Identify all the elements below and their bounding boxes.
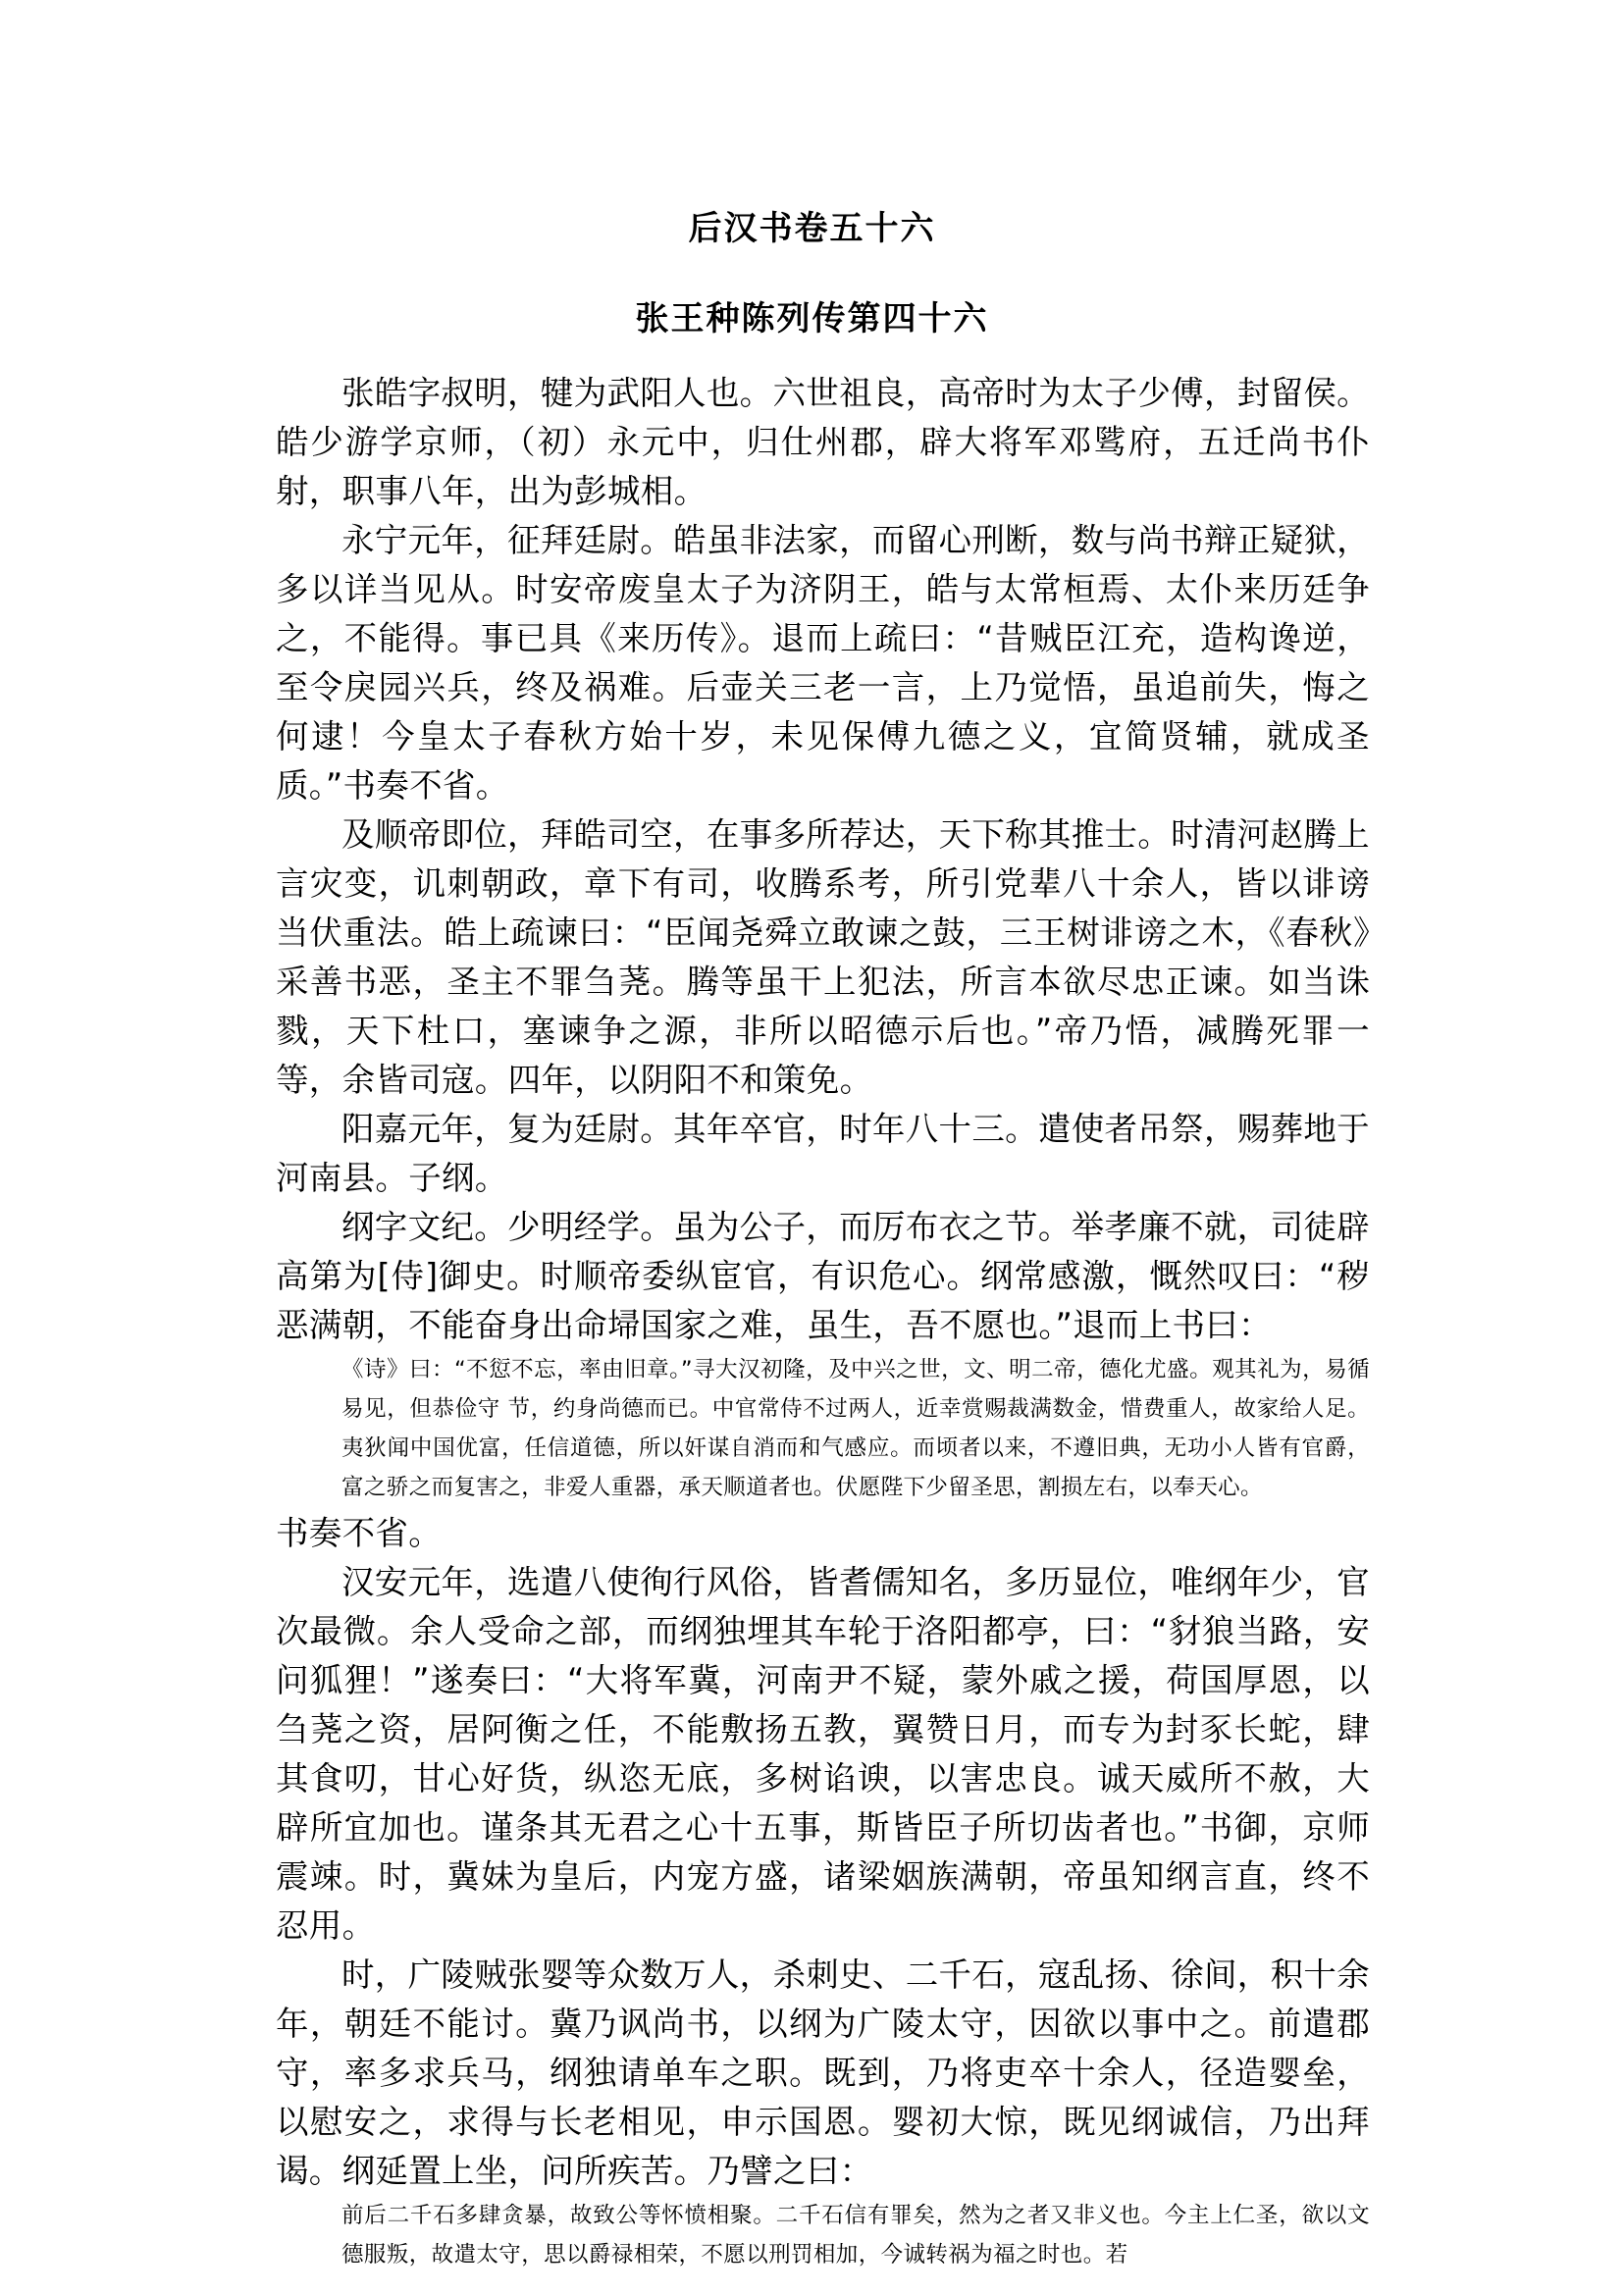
- block-quote-1: 《诗》曰：“不愆不忘，率由旧章。”寻大汉初隆，及中兴之世，文、明二帝，德化尤盛。观其礼为，易循易见，但恭俭守 节，约身尚德而已。中官常侍不过两人，近幸赏赐裁满数金，惜费重人，故家给人足。夷狄闻中国优富，任信道德，所以奸谋自消而和气感应。而顷者以来，不遵旧典，无功小人皆有官爵，富之骄之而复害之，非爱人重器，承天顺道者也。伏愿陛下少留圣思，割损左右，以奉天心。: [341, 1357, 1370, 1500]
- paragraph-5: 纲字文纪。少明经学。虽为公子，而厉布衣之节。举孝廉不就，司徒辟高第为[侍]御史。时顺帝委纵宦官，有识危心。纲常感激，慨然叹曰：“秽恶满朝，不能奋身出命埽国家之难，虽生，吾不愿也。”退而上书曰：: [276, 1208, 1370, 1344]
- document-body: [276, 369, 1370, 2274]
- paragraph-after-quote: 书奏不省。: [276, 1514, 442, 1552]
- book-title: 后汉书卷五十六: [688, 209, 936, 248]
- paragraph-7: 时，广陵贼张婴等众数万人，杀刺史、二千石，寇乱扬、徐间，积十余年，朝廷不能讨。冀乃讽尚书，以纲为广陵太守，因欲以事中之。前遣郡守，率多求兵马，纲独请单车之职。既到，乃将吏卒十余人，径造婴垒，以慰安之，求得与长老相见，申示国恩。婴初大惊，既见纲诚信，乃出拜谒。纲延置上坐，问所疾苦。乃譬之曰：: [276, 1955, 1370, 2190]
- block-quote-2: 前后二千石多肆贪暴，故致公等怀愤相聚。二千石信有罪矣，然为之者又非义也。今主上仁圣，欲以文德服叛，故遣太守，思以爵禄相荣，不愿以刑罚相加，今诚转祸为福之时也。若: [341, 2203, 1370, 2268]
- chapter-title: 张王种陈列传第四十六: [635, 299, 989, 339]
- paragraph-2: 永宁元年，征拜廷尉。皓虽非法家，而留心刑断，数与尚书辩正疑狱，多以详当见从。时安帝废皇太子为济阴王，皓与太常桓焉、太仆来历廷争之，不能得。事已具《来历传》。退而上疏曰：“昔贼臣江充，造构谗逆，至令戾园兴兵，终及祸难。后壶关三老一言，上乃觉悟，虽追前失，悔之何逮！今皇太子春秋方始十岁，未见保傅九德之义，宜简贤辅，就成圣质。”书奏不省。: [276, 521, 1370, 805]
- paragraph-4: 阳嘉元年，复为廷尉。其年卒官，时年八十三。遣使者吊祭，赐葬地于河南县。子纲。: [276, 1110, 1370, 1197]
- paragraph-1: 张皓字叔明，犍为武阳人也。六世祖良，高帝时为太子少傅，封留侯。皓少游学京师，（初）永元中，归仕州郡，辟大将军邓骘府，五迁尚书仆射，职事八年，出为彭城相。: [276, 374, 1370, 510]
- paragraph-3: 及顺帝即位，拜皓司空，在事多所荐达，天下称其推士。时清河赵腾上言灾变，讥刺朝政，章下有司，收腾系考，所引党辈八十余人，皆以诽谤当伏重法。皓上疏谏曰：“臣闻尧舜立敢谏之鼓，三王树诽谤之木，《春秋》采善书恶，圣主不罪刍荛。腾等虽干上犯法，所言本欲尽忠正谏。如当诛戮，天下杜口，塞谏争之源，非所以昭德示后也。”帝乃悟，减腾死罪一等，余皆司寇。四年，以阴阳不和策免。: [276, 815, 1370, 1099]
- paragraph-6: 汉安元年，选遣八使徇行风俗，皆耆儒知名，多历显位，唯纲年少，官次最微。余人受命之部，而纲独埋其车轮于洛阳都亭，曰：“豺狼当路，安问狐狸！”遂奏曰：“大将军冀，河南尹不疑，蒙外戚之援，荷国厚恩，以刍荛之资，居阿衡之任，不能敷扬五教，翼赞日月，而专为封豕长蛇，肆其食叨，甘心好货，纵恣无底，多树谄谀，以害忠良。诚天威所不赦，大辟所宜加也。谨条其无君之心十五事，斯皆臣子所切齿者也。”书御，京师震竦。时，冀妹为皇后，内宠方盛，诸梁姻族满朝，帝虽知纲言直，终不忍用。: [276, 1563, 1370, 1945]
